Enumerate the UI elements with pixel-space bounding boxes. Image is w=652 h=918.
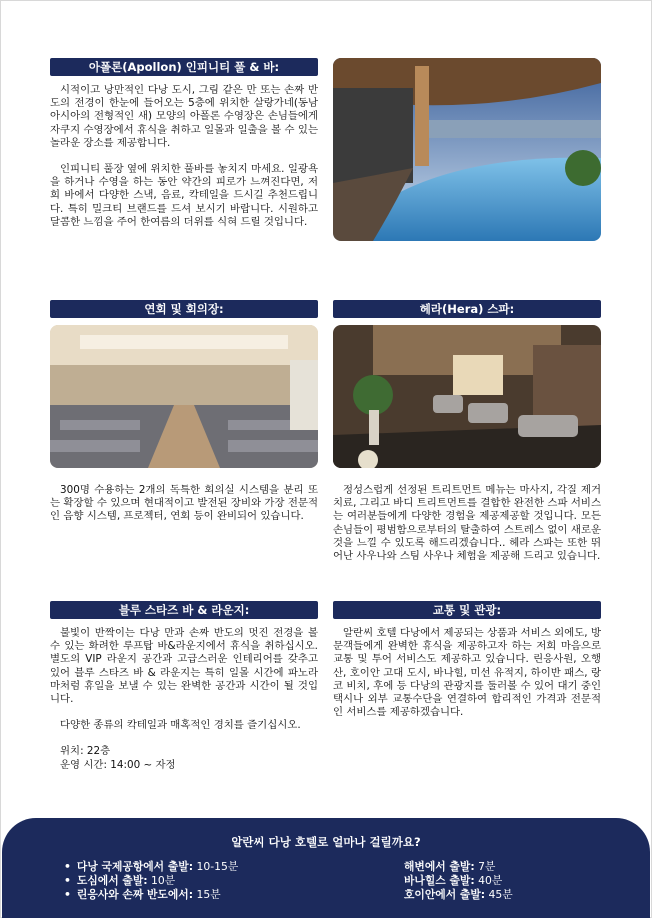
- footer-title: 알란씨 다낭 호텔로 얼마나 걸릴까요?: [231, 835, 421, 849]
- bluestars-paragraph-1: 불빛이 반짝이는 다낭 만과 손짜 반도의 멋진 전경을 볼 수 있는 화려한 루프탑 바&라운지에서 휴식을 취하십시오. 별도의 VIP 라운지 공간과 고급스러운 인테리어를 갖추고 있어 블루 스타즈 바 & 라운지는 특히 일몰 시간에 파노라마처럼 휴일을 보낼 수 있는 완벽한 공간과 시간이 될 것입니다.: [50, 627, 318, 706]
- apollon-paragraph-1: 시적이고 낭만적인 다낭 도시, 그림 같은 만 또는 손짜 반도의 전경이 한눈에 들어오는 5층에 위치한 살랑가네(동남아시아의 전형적인 새) 모양의 아폴론 수영장은 손님들에게 자쿠지 수영장에서 휴식을 취하고 일몰과 일출을 볼 수 있는 놀라운 장소를 제공합니다.: [50, 84, 318, 149]
- travel-item: 호이안에서 출발: 45분: [404, 888, 513, 901]
- transport-paragraph-1: 알란씨 호텔 다낭에서 제공되는 상품과 서비스 외에도, 방문객들에게 완벽한 휴식을 제공하고자 하는 저희 마음으로 교통 및 투어 서비스도 제공하고 있습니다. 린응사원, 오행산, 호이안 고대 도시, 바나힐, 미선 유적지, 하이반 패스, 랑코 비치, 후에 등 다낭의 관광지를 둘러볼 수 있어 대기 중인 택시나 외부 교통수단을 연결하여 합리적인 가격과 전문적인 서비스를 제공하겠습니다.: [333, 627, 601, 719]
- bluestars-location: 위치: 22층: [60, 745, 111, 758]
- travel-item: • 린응사와 손짜 반도에서: 15분: [64, 888, 238, 902]
- travel-list-left: [64, 860, 238, 902]
- travel-list-right: [404, 860, 513, 902]
- bluestars-text: [50, 627, 318, 772]
- transport-text: [333, 627, 601, 732]
- apollon-heading: 아폴론(Apollon) 인피니티 풀 & 바:: [50, 58, 318, 76]
- conference-hall-photo: [50, 325, 318, 468]
- infinity-pool-photo: [333, 58, 601, 241]
- conference-heading: 연회 및 회의장:: [50, 300, 318, 318]
- apollon-paragraph-2: 인피니티 풀장 옆에 위치한 풀바를 놓치지 마세요. 일광욕을 하거나 수영을 하는 동안 약간의 피로가 느껴진다면, 저희 바에서 다양한 스낵, 음료, 칵테일을 드시길 추천드립니다. 특히 밀크티 브랜드를 드셔 보시기 바랍니다. 시원하고 달콤한 느낌을 주어 한여름의 더위를 식혀 드릴 것입니다.: [50, 163, 318, 228]
- bluestars-heading: 블루 스타즈 바 & 라운지:: [50, 601, 318, 619]
- travel-item: • 다낭 국제공항에서 출발: 10-15분: [64, 860, 238, 874]
- travel-item: 해변에서 출발: 7분: [404, 860, 496, 873]
- transport-heading: 교통 및 관광:: [333, 601, 601, 619]
- travel-time-footer: [2, 818, 650, 918]
- bluestars-hours: 운영 시간: 14:00 ~ 자정: [60, 758, 176, 771]
- apollon-text: [50, 84, 318, 242]
- bluestars-paragraph-2: 다양한 종류의 칵테일과 매혹적인 경치를 즐기십시오.: [60, 719, 301, 732]
- spa-text: [333, 484, 601, 576]
- spa-heading: 헤라(Hera) 스파:: [333, 300, 601, 318]
- travel-item: 바나힐스 출발: 40분: [404, 874, 503, 887]
- spa-room-photo: [333, 325, 601, 468]
- travel-item: • 도심에서 출발: 10분: [64, 874, 238, 888]
- spa-paragraph-1: 정성스럽게 선정된 트리트먼트 메뉴는 마사지, 각질 제거 치료, 그리고 바디 트리트먼트를 결합한 완전한 스파 서비스는 여러분들에게 다양한 경험을 제공제공할 것입니다. 모든 손님들이 평범함으로부터의 탈출하여 스트레스 없이 새로운 것을 느낄 수 있도록 해드리겠습니다.. 헤라 스파는 또한 뛰어난 사우나와 스팀 사우나 체험을 제공해 드리고 있습니다.: [333, 484, 601, 563]
- conference-paragraph-1: 300명 수용하는 2개의 독특한 회의실 시스템을 분리 또는 확장할 수 있으며 현대적이고 발전된 장비와 가장 전문적인 음향 시스템, 프로젝터, 연회 등이 완비되어 있습니다.: [50, 484, 318, 523]
- conference-text: [50, 484, 318, 537]
